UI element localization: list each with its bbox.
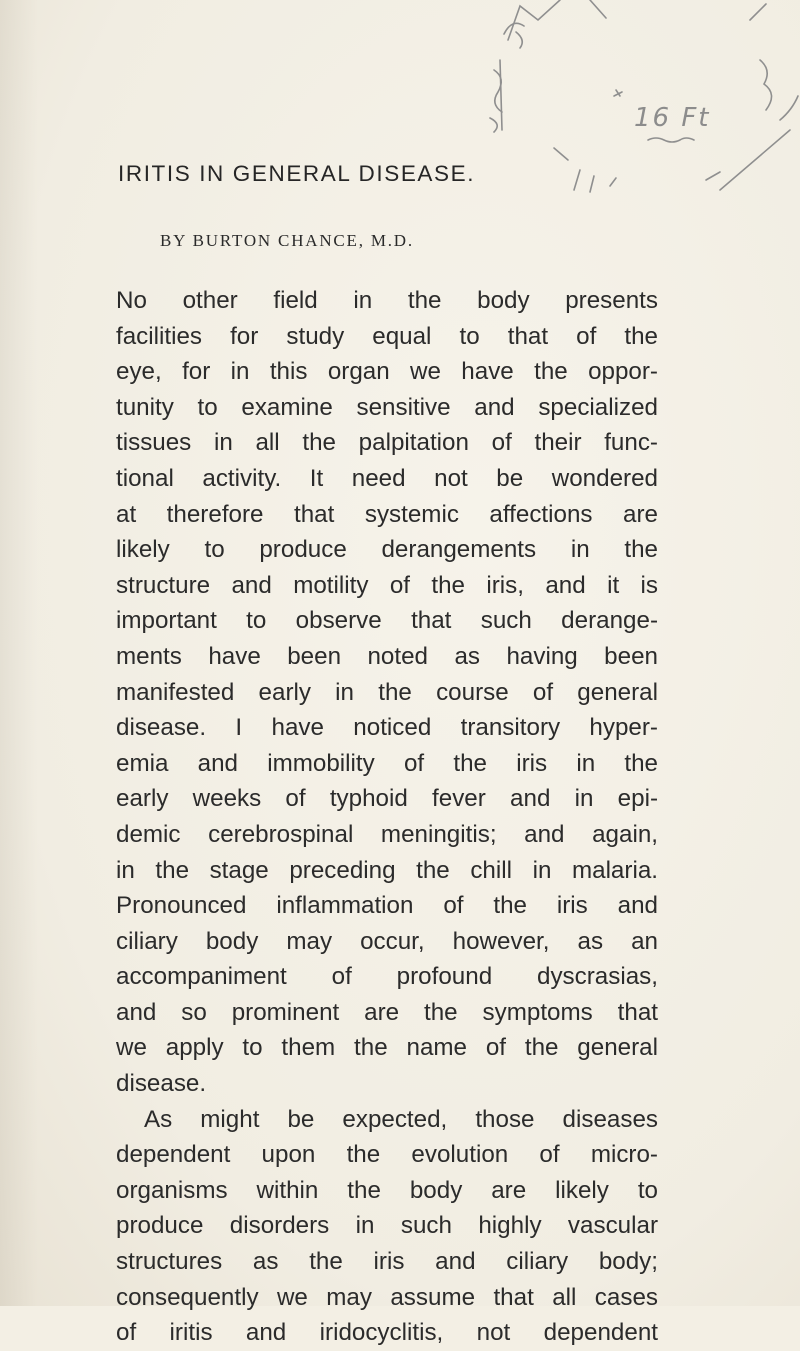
- body-line: of iritis and iridocyclitis, not dependent: [116, 1319, 658, 1347]
- body-line: at therefore that systemic affections are: [116, 500, 658, 528]
- body-line: ciliary body may occur, however, as an: [116, 927, 658, 955]
- handwritten-annotation: 16 Ft: [634, 103, 711, 133]
- body-line: demic cerebrospinal meningitis; and again,: [116, 820, 658, 848]
- body-line: in the stage preceding the chill in malaria.: [116, 856, 658, 884]
- body-line: consequently we may assume that all cases: [116, 1283, 658, 1311]
- body-line: disease.: [116, 1070, 207, 1098]
- body-line: facilities for study equal to that of the: [116, 322, 658, 350]
- body-line: emia and immobility of the iris in the: [116, 749, 658, 777]
- body-line: accompaniment of profound dyscrasias,: [116, 963, 658, 991]
- body-line: Pronounced inflammation of the iris and: [116, 892, 658, 920]
- body-line: produce disorders in such highly vascular: [116, 1212, 658, 1240]
- body-line: structures as the iris and ciliary body;: [116, 1248, 658, 1276]
- body-line: manifested early in the course of general: [116, 678, 658, 706]
- body-line: tunity to examine sensitive and specialized: [116, 393, 658, 421]
- page-edge-shadow: [0, 0, 38, 1306]
- body-line: ments have been noted as having been: [116, 642, 658, 670]
- body-line: important to observe that such derange-: [116, 607, 658, 635]
- body-line: we apply to them the name of the general: [116, 1034, 658, 1062]
- handwritten-pencil-annotation-icon: [420, 0, 800, 260]
- article-title: IRITIS IN GENERAL DISEASE.: [118, 161, 476, 186]
- article-byline: BY BURTON CHANCE, M.D.: [160, 231, 414, 250]
- body-line: and so prominent are the symptoms that: [116, 998, 658, 1026]
- body-line: tissues in all the palpitation of their func-: [116, 429, 658, 457]
- body-line: likely to produce derangements in the: [116, 536, 658, 564]
- body-line: early weeks of typhoid fever and in epi-: [116, 785, 658, 813]
- body-line: organisms within the body are likely to: [116, 1176, 658, 1204]
- body-line: No other field in the body presents: [116, 287, 658, 314]
- article-body: [116, 283, 658, 1351]
- body-line: eye, for in this organ we have the oppor-: [116, 358, 658, 386]
- body-line: tional activity. It need not be wondered: [116, 464, 658, 492]
- body-line: structure and motility of the iris, and it is: [116, 571, 658, 599]
- body-line: disease. I have noticed transitory hyper-: [116, 714, 658, 742]
- body-line: As might be expected, those diseases: [144, 1105, 658, 1133]
- body-line: dependent upon the evolution of micro-: [116, 1141, 658, 1169]
